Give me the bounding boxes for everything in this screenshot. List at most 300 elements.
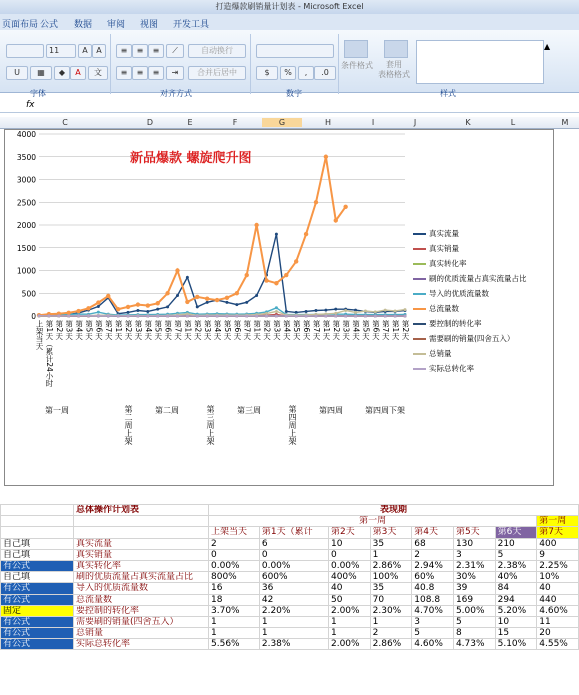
data-point[interactable] bbox=[254, 223, 258, 227]
data-point[interactable] bbox=[235, 291, 239, 295]
data-point[interactable] bbox=[394, 309, 397, 312]
value-cell[interactable]: 2 bbox=[370, 628, 412, 639]
day-header[interactable]: 第7天 bbox=[537, 527, 579, 538]
value-cell[interactable]: 210 bbox=[495, 538, 537, 549]
data-point[interactable] bbox=[215, 298, 219, 302]
font-color-icon[interactable]: A bbox=[70, 66, 86, 80]
row-label[interactable]: 真实流量 bbox=[74, 538, 209, 549]
x-tick-label: 第1天 bbox=[321, 320, 331, 340]
day-header[interactable]: 第1天（累计 bbox=[259, 527, 328, 538]
x-tick-label: 第6天 bbox=[94, 320, 104, 340]
data-point[interactable] bbox=[205, 297, 209, 301]
value-cell[interactable]: 2.30% bbox=[370, 605, 412, 616]
value-cell[interactable]: 1 bbox=[328, 628, 370, 639]
phonetic-icon[interactable]: 文 bbox=[88, 66, 108, 80]
legend-entry[interactable] bbox=[413, 348, 551, 363]
value-cell[interactable]: 5.00% bbox=[453, 605, 495, 616]
row-label[interactable]: 导入的优质流量数 bbox=[74, 583, 209, 594]
data-point[interactable] bbox=[96, 300, 100, 304]
data-point[interactable] bbox=[136, 315, 139, 318]
value-cell[interactable]: 6 bbox=[259, 538, 328, 549]
legend-entry[interactable] bbox=[413, 363, 551, 378]
data-point[interactable] bbox=[285, 310, 288, 313]
value-cell[interactable]: 84 bbox=[495, 583, 537, 594]
value-cell[interactable]: 16 bbox=[209, 583, 260, 594]
day-header[interactable]: 上架当天 bbox=[209, 527, 260, 538]
data-point[interactable] bbox=[374, 315, 377, 318]
data-point[interactable] bbox=[196, 315, 199, 318]
tab-view[interactable]: 视图 bbox=[140, 20, 159, 30]
value-cell[interactable]: 5.10% bbox=[495, 639, 537, 650]
data-point[interactable] bbox=[255, 294, 258, 297]
value-cell[interactable]: 100% bbox=[370, 572, 412, 583]
value-cell[interactable]: 11 bbox=[537, 616, 579, 627]
data-point[interactable] bbox=[324, 315, 327, 318]
value-cell[interactable]: 600% bbox=[259, 572, 328, 583]
percent-button[interactable]: % bbox=[280, 66, 296, 80]
value-cell[interactable]: 0.00% bbox=[209, 560, 260, 571]
x-tick-label: 第2天 bbox=[54, 320, 64, 340]
value-cell[interactable]: 0 bbox=[209, 549, 260, 560]
data-point[interactable] bbox=[334, 312, 337, 315]
row-label[interactable]: 刷的优质流量占真实流量占比 bbox=[74, 572, 209, 583]
data-point[interactable] bbox=[364, 315, 367, 318]
data-point[interactable] bbox=[87, 314, 90, 317]
cell-styles-gallery[interactable] bbox=[416, 40, 544, 84]
row-label[interactable]: 需要刷的销量(四舍五入） bbox=[74, 616, 209, 627]
value-cell[interactable]: 2 bbox=[209, 538, 260, 549]
value-cell[interactable]: 2 bbox=[412, 549, 454, 560]
row-tag[interactable]: 固定 bbox=[1, 605, 74, 616]
font-size-box[interactable]: 11 bbox=[46, 44, 76, 58]
column-header-g[interactable]: G bbox=[262, 118, 302, 127]
row-tag[interactable]: 有公式 bbox=[1, 639, 74, 650]
data-point[interactable] bbox=[305, 310, 308, 313]
x-tick-label: 第6天 bbox=[371, 320, 381, 340]
data-point[interactable] bbox=[284, 273, 288, 277]
value-cell[interactable]: 2.86% bbox=[370, 560, 412, 571]
spreadsheet-grid[interactable] bbox=[0, 484, 579, 695]
conditional-format-icon[interactable] bbox=[344, 40, 368, 58]
data-point[interactable] bbox=[305, 315, 308, 318]
value-cell[interactable]: 40 bbox=[537, 583, 579, 594]
data-point[interactable] bbox=[324, 309, 327, 312]
column-header-f[interactable]: F bbox=[232, 118, 238, 127]
data-point[interactable] bbox=[235, 315, 238, 318]
value-cell[interactable]: 2.38% bbox=[259, 639, 328, 650]
data-point[interactable] bbox=[97, 305, 100, 308]
data-point[interactable] bbox=[225, 301, 228, 304]
value-cell[interactable]: 400% bbox=[328, 572, 370, 583]
line-chart[interactable] bbox=[4, 129, 554, 486]
data-point[interactable] bbox=[156, 315, 159, 318]
data-point[interactable] bbox=[216, 315, 219, 318]
value-cell[interactable]: 9 bbox=[537, 549, 579, 560]
x-tick-label: 第3天 bbox=[133, 320, 143, 340]
value-cell[interactable]: 2.25% bbox=[537, 560, 579, 571]
orientation-icon[interactable]: ⟋ bbox=[166, 44, 184, 58]
x-tick-label: 第3天 bbox=[64, 320, 74, 340]
data-point[interactable] bbox=[343, 205, 347, 209]
cell[interactable] bbox=[1, 516, 74, 527]
data-point[interactable] bbox=[57, 314, 60, 317]
data-point[interactable] bbox=[264, 278, 268, 282]
data-point[interactable] bbox=[206, 315, 209, 318]
data-point[interactable] bbox=[136, 302, 140, 306]
comma-style-icon[interactable]: , bbox=[298, 66, 314, 80]
data-point[interactable] bbox=[354, 311, 357, 314]
font-name-box[interactable] bbox=[6, 44, 44, 58]
wrap-text-button[interactable]: 自动换行 bbox=[188, 44, 246, 58]
data-point[interactable] bbox=[156, 301, 160, 305]
column-header-k[interactable]: K bbox=[465, 118, 471, 127]
value-cell[interactable]: 35 bbox=[370, 538, 412, 549]
value-cell[interactable]: 1 bbox=[209, 628, 260, 639]
value-cell[interactable]: 4.60% bbox=[412, 639, 454, 650]
row-tag[interactable]: 有公式 bbox=[1, 583, 74, 594]
value-cell[interactable]: 0 bbox=[259, 549, 328, 560]
data-point[interactable] bbox=[76, 309, 80, 313]
data-point[interactable] bbox=[225, 315, 228, 318]
column-header-h[interactable]: H bbox=[324, 118, 331, 127]
align-center-icon[interactable]: ≡ bbox=[132, 66, 148, 80]
data-point[interactable] bbox=[324, 155, 328, 159]
data-point[interactable] bbox=[66, 311, 70, 315]
value-cell[interactable]: 4.55% bbox=[537, 639, 579, 650]
value-cell[interactable]: 5.56% bbox=[209, 639, 260, 650]
data-point[interactable] bbox=[235, 303, 238, 306]
data-point[interactable] bbox=[126, 305, 130, 309]
value-cell[interactable]: 1 bbox=[370, 616, 412, 627]
value-cell[interactable]: 10 bbox=[495, 616, 537, 627]
x-tick-label: 第2天 bbox=[193, 320, 203, 340]
data-point[interactable] bbox=[404, 308, 407, 311]
data-point[interactable] bbox=[175, 268, 179, 272]
data-point[interactable] bbox=[176, 315, 179, 318]
align-top-icon[interactable]: ≡ bbox=[116, 44, 132, 58]
value-cell[interactable]: 2.86% bbox=[370, 639, 412, 650]
data-point[interactable] bbox=[195, 295, 199, 299]
column-header-l[interactable]: L bbox=[510, 118, 516, 127]
border-icon[interactable]: ▦ bbox=[30, 66, 52, 80]
data-point[interactable] bbox=[294, 259, 298, 263]
value-cell[interactable]: 2.38% bbox=[495, 560, 537, 571]
data-point[interactable] bbox=[334, 218, 338, 222]
x-tick-label: 第4天 bbox=[351, 320, 361, 340]
data-point[interactable] bbox=[86, 306, 90, 310]
underline-icon[interactable]: U bbox=[6, 66, 28, 80]
value-cell[interactable]: 8 bbox=[453, 628, 495, 639]
value-cell[interactable]: 800% bbox=[209, 572, 260, 583]
value-cell[interactable]: 40 bbox=[328, 583, 370, 594]
data-point[interactable] bbox=[275, 233, 278, 236]
formula-bar[interactable] bbox=[0, 98, 579, 113]
data-point[interactable] bbox=[176, 294, 179, 297]
data-point[interactable] bbox=[127, 315, 130, 318]
table-row bbox=[1, 549, 579, 560]
column-header-i[interactable]: I bbox=[371, 118, 375, 127]
value-cell[interactable]: 5 bbox=[453, 616, 495, 627]
data-point[interactable] bbox=[344, 315, 347, 318]
plan-title[interactable]: 总体操作计划表 bbox=[74, 505, 209, 516]
value-cell[interactable]: 2.94% bbox=[412, 560, 454, 571]
day-header[interactable]: 第4天 bbox=[412, 527, 454, 538]
value-cell[interactable]: 130 bbox=[453, 538, 495, 549]
column-header-c[interactable]: C bbox=[62, 118, 68, 127]
day-header[interactable]: 第6天 bbox=[495, 527, 537, 538]
data-point[interactable] bbox=[354, 315, 357, 318]
data-point[interactable] bbox=[274, 281, 278, 285]
number-format-select[interactable] bbox=[256, 44, 334, 58]
data-point[interactable] bbox=[374, 310, 377, 313]
column-header-e[interactable]: E bbox=[187, 118, 193, 127]
data-point[interactable] bbox=[394, 315, 397, 318]
gallery-scroll-icon[interactable]: ▲ bbox=[544, 42, 551, 51]
x-tick-label: 第1天 bbox=[183, 320, 193, 340]
tab-page-layout[interactable]: 页面布局 bbox=[2, 20, 39, 30]
group-label-alignment: 对齐方式 bbox=[160, 89, 192, 98]
value-cell[interactable]: 42 bbox=[259, 594, 328, 605]
indent-icon[interactable]: ⇥ bbox=[166, 66, 184, 80]
data-point[interactable] bbox=[117, 315, 120, 318]
row-tag[interactable]: 有公式 bbox=[1, 616, 74, 627]
increase-decimal-icon[interactable]: .0 bbox=[314, 66, 336, 80]
data-point[interactable] bbox=[364, 309, 367, 312]
table-row bbox=[1, 639, 579, 650]
data-point[interactable] bbox=[245, 315, 248, 318]
table-format-icon[interactable] bbox=[384, 40, 408, 58]
value-cell[interactable]: 10 bbox=[328, 538, 370, 549]
value-cell[interactable]: 40% bbox=[495, 572, 537, 583]
row-label[interactable]: 真实转化率 bbox=[74, 560, 209, 571]
data-point[interactable] bbox=[344, 309, 347, 312]
data-point[interactable] bbox=[275, 315, 278, 318]
week-label-2[interactable]: 第一周 bbox=[537, 516, 579, 527]
legend-entry[interactable] bbox=[413, 243, 551, 258]
value-cell[interactable]: 1 bbox=[328, 616, 370, 627]
data-point[interactable] bbox=[314, 315, 317, 318]
column-header-d[interactable]: D bbox=[146, 118, 154, 127]
value-cell[interactable]: 35 bbox=[370, 583, 412, 594]
plan-table[interactable] bbox=[0, 504, 579, 650]
value-cell[interactable]: 4.73% bbox=[453, 639, 495, 650]
row-tag[interactable]: 自己填 bbox=[1, 572, 74, 583]
week-label[interactable]: 第一周 bbox=[209, 516, 537, 527]
legend-entry[interactable] bbox=[413, 273, 551, 288]
series-line[interactable] bbox=[39, 234, 405, 316]
data-point[interactable] bbox=[255, 315, 258, 318]
x-tick-label: 第4天 bbox=[282, 320, 292, 340]
column-header-m[interactable]: M bbox=[561, 118, 569, 127]
cell[interactable] bbox=[1, 527, 74, 538]
legend-entry[interactable] bbox=[413, 333, 551, 348]
group-label-font: 字体 bbox=[30, 89, 46, 98]
data-point[interactable] bbox=[186, 315, 189, 318]
data-point[interactable] bbox=[384, 315, 387, 318]
data-point[interactable] bbox=[106, 294, 110, 298]
x-tick-label: 上架当天 bbox=[35, 320, 44, 350]
legend-swatch bbox=[413, 263, 426, 265]
value-cell[interactable]: 3 bbox=[453, 549, 495, 560]
data-point[interactable] bbox=[285, 315, 288, 318]
fill-color-icon[interactable]: ◆ bbox=[54, 66, 70, 80]
value-cell[interactable]: 108.8 bbox=[412, 594, 454, 605]
row-label[interactable]: 真实销量 bbox=[74, 549, 209, 560]
data-point[interactable] bbox=[275, 310, 278, 313]
y-tick-label: 1000 bbox=[16, 266, 36, 276]
data-point[interactable] bbox=[275, 306, 278, 309]
data-point[interactable] bbox=[136, 309, 139, 312]
conditional-format-label: 条件格式 bbox=[341, 61, 373, 70]
cell[interactable] bbox=[74, 516, 209, 527]
data-point[interactable] bbox=[314, 200, 318, 204]
data-point[interactable] bbox=[166, 305, 169, 308]
shrink-font-icon[interactable]: A bbox=[92, 44, 106, 58]
legend-entry[interactable] bbox=[413, 318, 551, 333]
legend-entry[interactable] bbox=[413, 303, 551, 318]
value-cell[interactable]: 3.70% bbox=[209, 605, 260, 616]
currency-icon[interactable]: $ bbox=[256, 66, 278, 80]
data-point[interactable] bbox=[334, 315, 337, 318]
row-label[interactable]: 实际总转化率 bbox=[74, 639, 209, 650]
value-cell[interactable]: 2.00% bbox=[328, 605, 370, 616]
data-point[interactable] bbox=[38, 314, 41, 317]
value-cell[interactable]: 36 bbox=[259, 583, 328, 594]
value-cell[interactable]: 30% bbox=[453, 572, 495, 583]
value-cell[interactable]: 1 bbox=[259, 628, 328, 639]
legend-entry[interactable] bbox=[413, 288, 551, 303]
y-tick-label: 3000 bbox=[16, 175, 36, 185]
fx-icon[interactable]: fx bbox=[26, 100, 35, 110]
data-point[interactable] bbox=[166, 315, 169, 318]
tab-review[interactable]: 审阅 bbox=[107, 20, 126, 30]
value-cell[interactable]: 2.31% bbox=[453, 560, 495, 571]
data-point[interactable] bbox=[77, 314, 80, 317]
tab-data[interactable]: 数据 bbox=[74, 20, 93, 30]
value-cell[interactable]: 5.20% bbox=[495, 605, 537, 616]
value-cell[interactable]: 5 bbox=[495, 549, 537, 560]
value-cell[interactable]: 440 bbox=[537, 594, 579, 605]
value-cell[interactable]: 0.00% bbox=[259, 560, 328, 571]
value-cell[interactable]: 0 bbox=[328, 549, 370, 560]
align-middle-icon[interactable]: ≡ bbox=[132, 44, 148, 58]
legend-entry[interactable] bbox=[413, 228, 551, 243]
data-point[interactable] bbox=[146, 303, 150, 307]
chart-legend bbox=[413, 228, 551, 378]
cell[interactable] bbox=[74, 527, 209, 538]
row-tag[interactable]: 自己填 bbox=[1, 538, 74, 549]
value-cell[interactable]: 4.70% bbox=[412, 605, 454, 616]
x-tick-label: 第4天 bbox=[143, 320, 153, 340]
value-cell[interactable]: 20 bbox=[537, 628, 579, 639]
data-point[interactable] bbox=[225, 296, 229, 300]
tab-formulas[interactable]: 公式 bbox=[40, 20, 59, 30]
day-header[interactable]: 第5天 bbox=[453, 527, 495, 538]
grow-font-icon[interactable]: A bbox=[78, 44, 92, 58]
data-point[interactable] bbox=[67, 314, 70, 317]
data-point[interactable] bbox=[146, 310, 149, 313]
value-cell[interactable]: 50 bbox=[328, 594, 370, 605]
value-cell[interactable]: 15 bbox=[495, 628, 537, 639]
data-point[interactable] bbox=[97, 314, 100, 317]
data-point[interactable] bbox=[245, 301, 248, 304]
legend-label: 真实销量 bbox=[429, 244, 459, 253]
day-header[interactable]: 第2天 bbox=[328, 527, 370, 538]
row-tag[interactable]: 有公式 bbox=[1, 560, 74, 571]
legend-label: 实际总转化率 bbox=[429, 364, 474, 373]
data-point[interactable] bbox=[245, 273, 249, 277]
data-point[interactable] bbox=[314, 309, 317, 312]
data-point[interactable] bbox=[165, 291, 169, 295]
cell[interactable] bbox=[1, 505, 74, 516]
data-point[interactable] bbox=[185, 300, 189, 304]
value-cell[interactable]: 70 bbox=[370, 594, 412, 605]
data-point[interactable] bbox=[206, 301, 209, 304]
data-point[interactable] bbox=[334, 308, 337, 311]
value-cell[interactable]: 68 bbox=[412, 538, 454, 549]
value-cell[interactable]: 400 bbox=[537, 538, 579, 549]
value-cell[interactable]: 169 bbox=[453, 594, 495, 605]
value-cell[interactable]: 1 bbox=[209, 616, 260, 627]
row-label[interactable]: 要控制的转化率 bbox=[74, 605, 209, 616]
day-header[interactable]: 第3天 bbox=[370, 527, 412, 538]
data-point[interactable] bbox=[186, 276, 189, 279]
data-point[interactable] bbox=[97, 311, 100, 314]
data-point[interactable] bbox=[384, 309, 387, 312]
data-point[interactable] bbox=[146, 315, 149, 318]
value-cell[interactable]: 294 bbox=[495, 594, 537, 605]
value-cell[interactable]: 2.20% bbox=[259, 605, 328, 616]
data-point[interactable] bbox=[304, 232, 308, 236]
merge-center-button[interactable]: 合并后居中 bbox=[188, 66, 246, 80]
align-left-icon[interactable]: ≡ bbox=[116, 66, 132, 80]
phase-title[interactable]: 表现期 bbox=[209, 505, 579, 516]
value-cell[interactable]: 1 bbox=[370, 549, 412, 560]
value-cell[interactable]: 2.00% bbox=[328, 639, 370, 650]
row-label[interactable]: 总流量数 bbox=[74, 594, 209, 605]
row-tag[interactable]: 有公式 bbox=[1, 594, 74, 605]
value-cell[interactable]: 5 bbox=[412, 628, 454, 639]
value-cell[interactable]: 3 bbox=[412, 616, 454, 627]
data-point[interactable] bbox=[196, 305, 199, 308]
value-cell[interactable]: 10% bbox=[537, 572, 579, 583]
align-right-icon[interactable]: ≡ bbox=[148, 66, 164, 80]
x-tick-label: 第3天 bbox=[203, 320, 213, 340]
value-cell[interactable]: 0.00% bbox=[328, 560, 370, 571]
align-bottom-icon[interactable]: ≡ bbox=[148, 44, 164, 58]
value-cell[interactable]: 60% bbox=[412, 572, 454, 583]
legend-label: 总流量数 bbox=[429, 304, 459, 313]
row-label[interactable]: 总销量 bbox=[74, 628, 209, 639]
legend-entry[interactable] bbox=[413, 258, 551, 273]
row-tag[interactable]: 有公式 bbox=[1, 628, 74, 639]
data-point[interactable] bbox=[265, 315, 268, 318]
column-header-j[interactable]: J bbox=[413, 118, 417, 127]
data-point[interactable] bbox=[47, 314, 50, 317]
data-point[interactable] bbox=[404, 315, 407, 318]
data-point[interactable] bbox=[295, 315, 298, 318]
data-point[interactable] bbox=[107, 314, 110, 317]
value-cell[interactable]: 18 bbox=[209, 594, 260, 605]
row-tag[interactable]: 自己填 bbox=[1, 549, 74, 560]
tab-developer[interactable]: 开发工具 bbox=[173, 20, 210, 30]
data-point[interactable] bbox=[156, 308, 159, 311]
value-cell[interactable]: 39 bbox=[453, 583, 495, 594]
data-point[interactable] bbox=[116, 307, 120, 311]
value-cell[interactable]: 40.8 bbox=[412, 583, 454, 594]
value-cell[interactable]: 4.60% bbox=[537, 605, 579, 616]
value-cell[interactable]: 1 bbox=[259, 616, 328, 627]
